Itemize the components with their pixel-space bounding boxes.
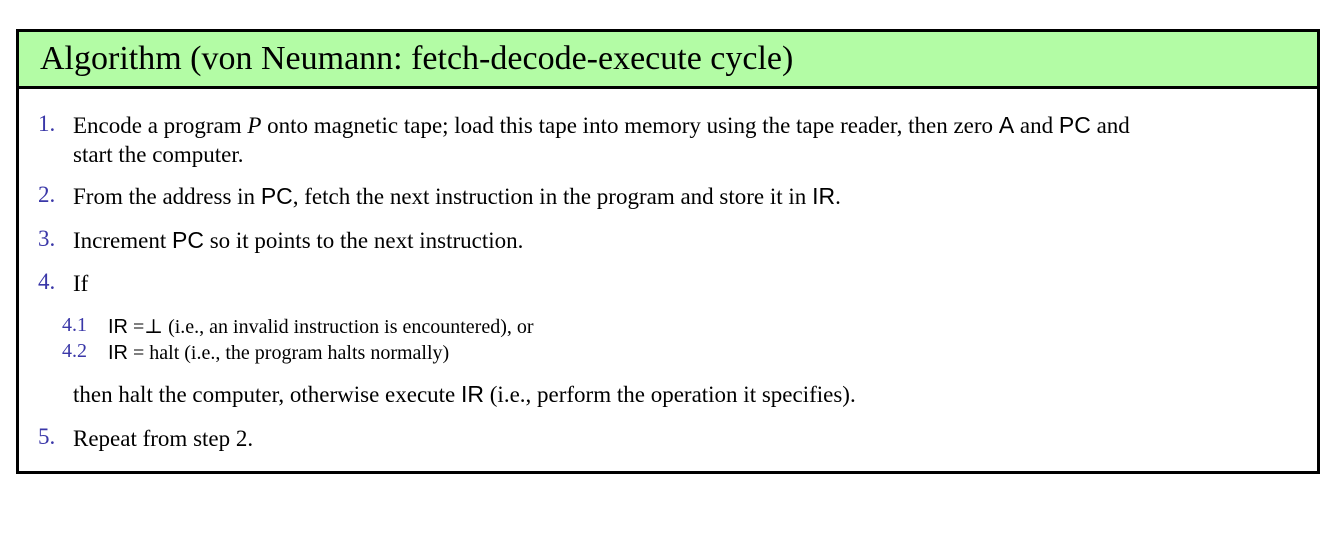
text-run: so it points to the next instruction.: [203, 228, 524, 253]
step-text: [73, 226, 523, 255]
text-run: .: [835, 184, 841, 209]
register-name: IR: [108, 342, 128, 364]
text-run: Encode a program: [73, 113, 248, 138]
text-run: (i.e., perform the operation it specifies).: [484, 382, 856, 407]
register-name: PC: [260, 183, 293, 209]
register-name: IR: [108, 316, 128, 338]
substep-number: 4.1: [62, 314, 87, 336]
register-name: IR: [812, 183, 836, 209]
step-text: If: [73, 271, 89, 296]
text-run: =⊥ (i.e., an invalid instruction is encountered), or: [128, 316, 534, 338]
step-text: [73, 111, 1130, 140]
step-text: Repeat from step 2.: [73, 426, 254, 451]
step-text-continued: start the computer.: [73, 142, 244, 167]
step-number: 4.: [38, 269, 56, 294]
program-variable: P: [247, 113, 262, 138]
text-run: , fetch the next instruction in the program and store it in: [292, 184, 813, 209]
text-run: and: [1090, 113, 1130, 138]
text-run: = halt (i.e., the program halts normally): [128, 342, 450, 364]
text-run: onto magnetic tape; load this tape into memory using the tape reader, then zero: [261, 113, 999, 138]
text-run: then halt the computer, otherwise execute: [73, 382, 462, 407]
text-run: Increment: [73, 228, 172, 253]
algorithm-title: Algorithm (von Neumann: fetch-decode-execute cycle): [19, 32, 1317, 89]
step-text-then: [73, 380, 856, 409]
algorithm-box: [16, 29, 1320, 474]
register-name: PC: [171, 227, 204, 253]
step-number: 5.: [38, 424, 56, 449]
step-number: 3.: [38, 226, 56, 251]
register-name: A: [998, 112, 1015, 138]
substep-number: 4.2: [62, 340, 87, 362]
text-run: From the address in: [73, 184, 261, 209]
step-number: 2.: [38, 182, 56, 207]
step-number: 1.: [38, 111, 56, 136]
register-name: IR: [461, 381, 485, 407]
substep-text: [108, 340, 449, 366]
register-name: PC: [1058, 112, 1091, 138]
substep-text: [108, 314, 534, 340]
text-run: and: [1014, 113, 1059, 138]
step-text: [73, 182, 841, 211]
